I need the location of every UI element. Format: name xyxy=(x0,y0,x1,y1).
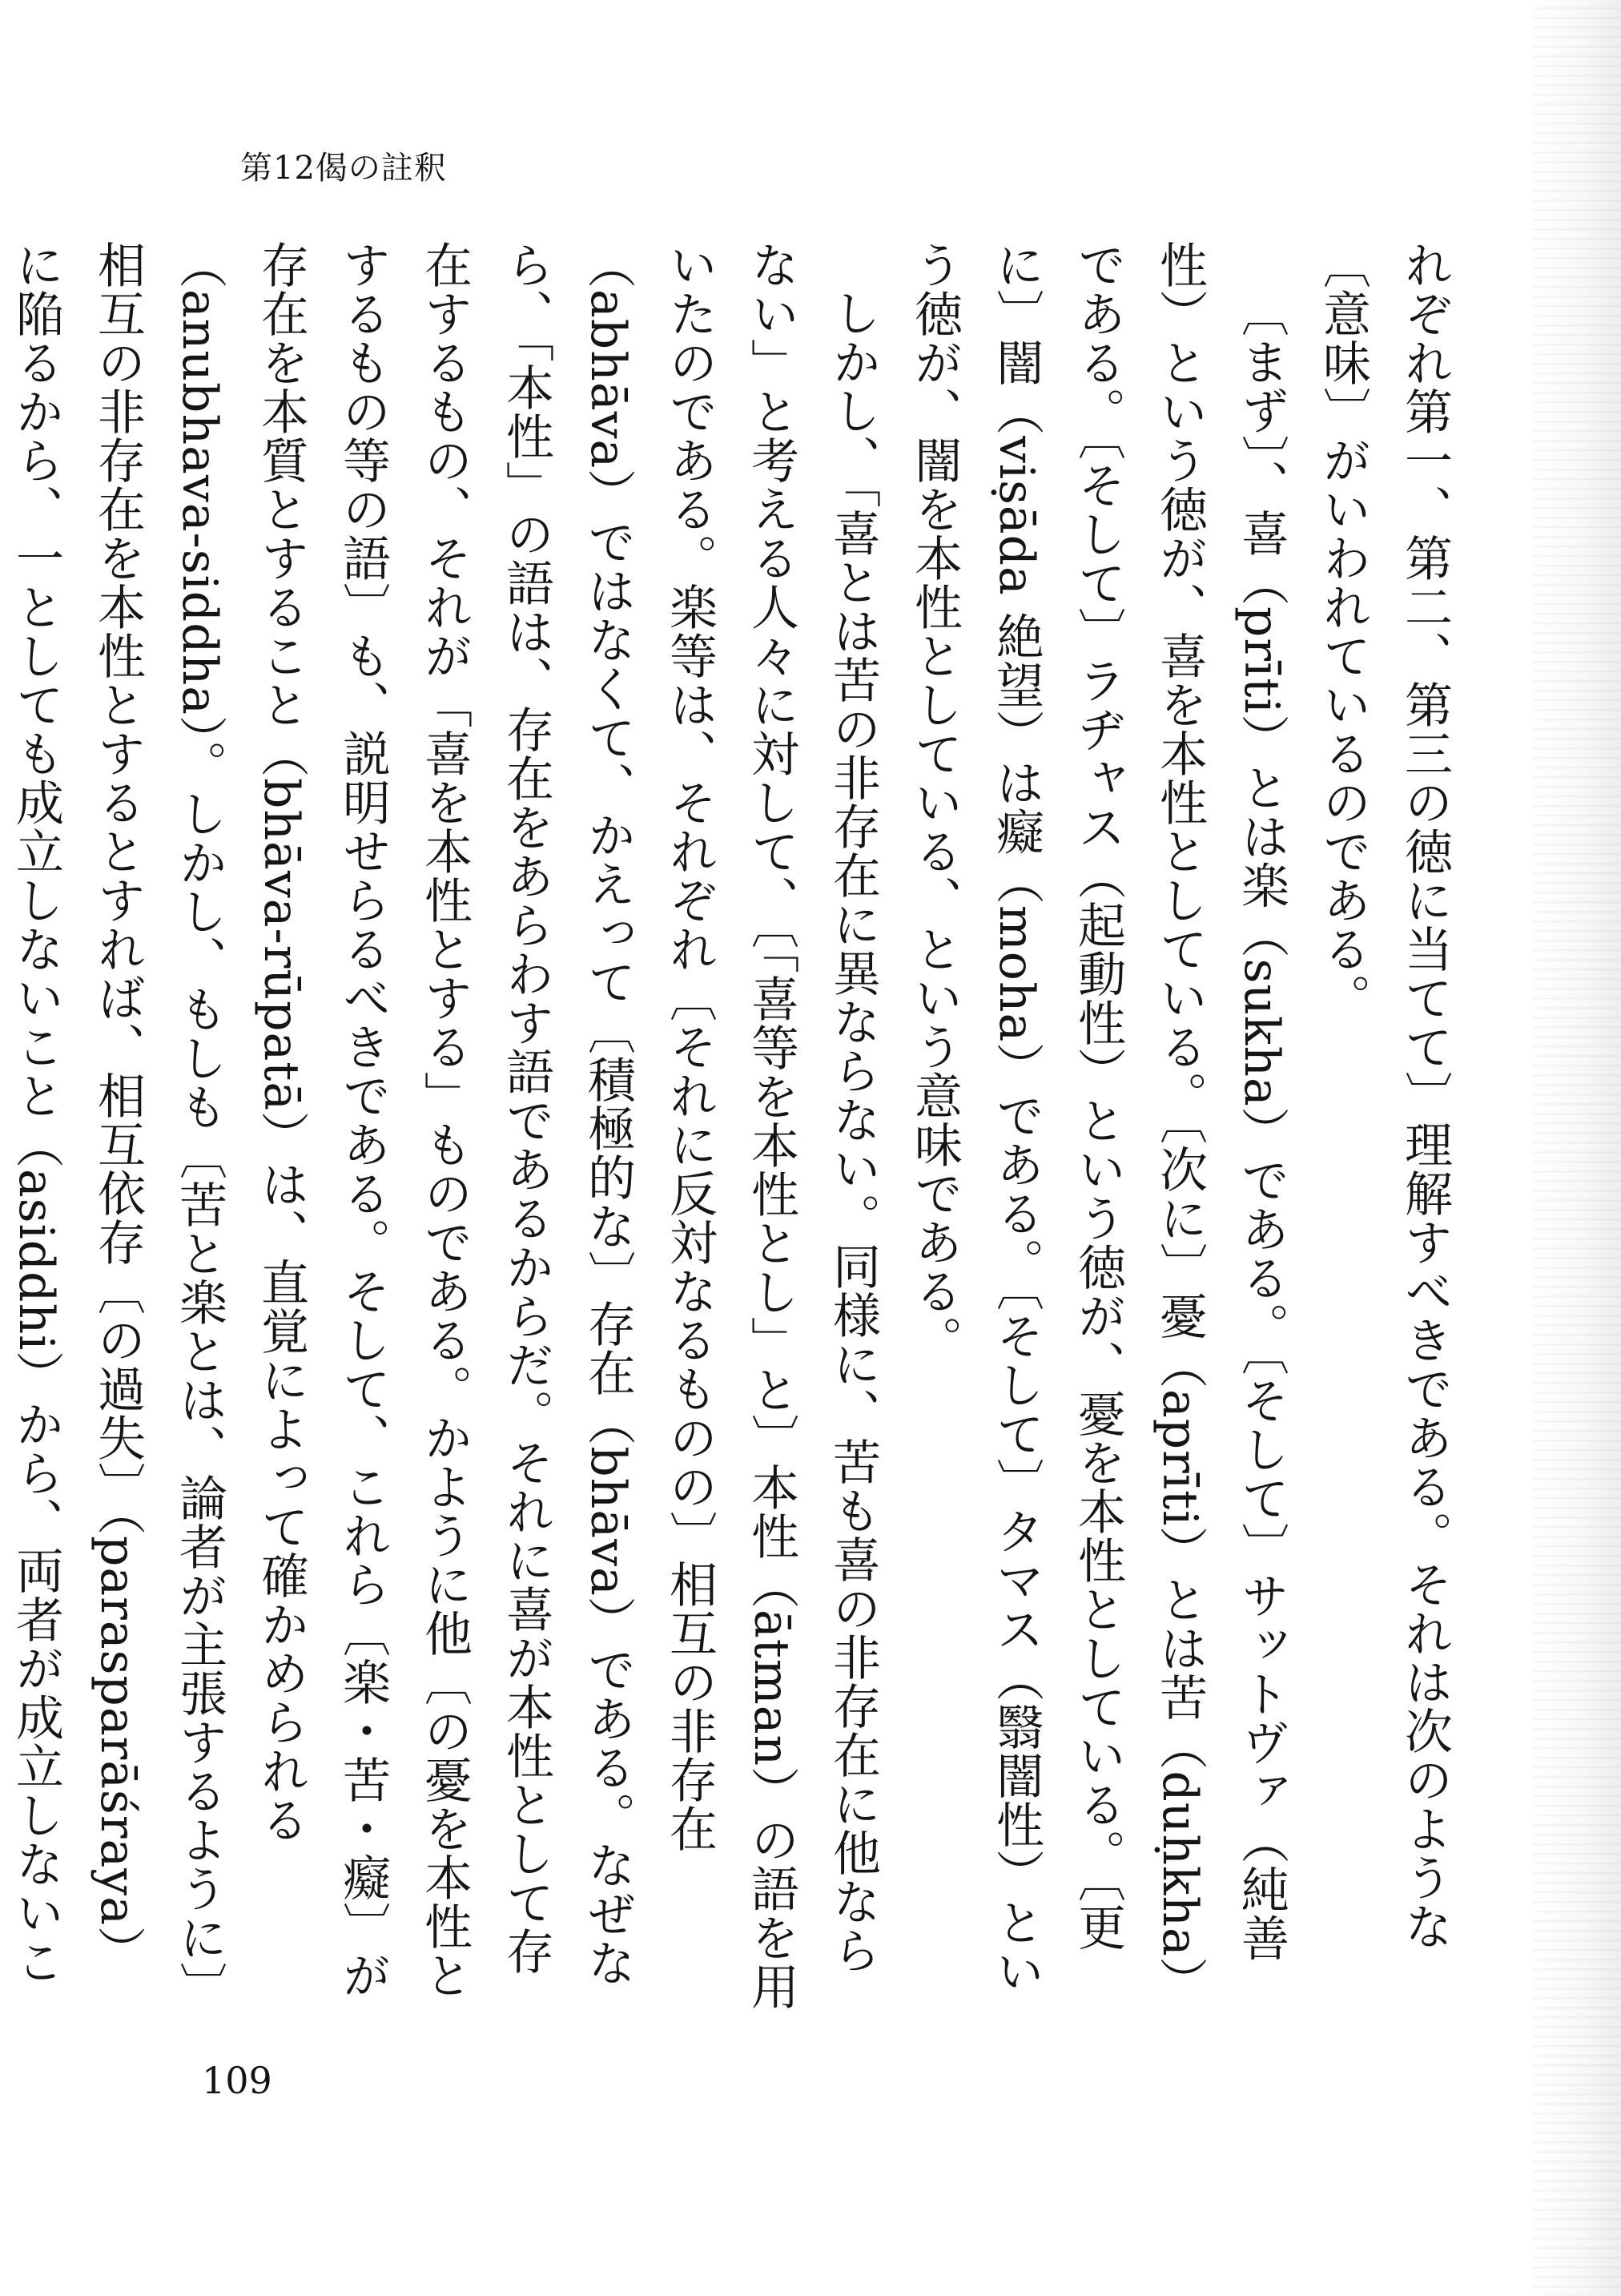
scan-edge-shadow xyxy=(1533,0,1621,2296)
page-number: 109 xyxy=(202,2059,272,2102)
running-head: 第12偈の註釈 xyxy=(240,150,447,187)
paragraph-continued: れぞれ第一、第二、第三の徳に当てて〕理解すべきである。それは次のような〔意味〕がいわれているのである。 xyxy=(1315,240,1453,1951)
vertical-text-block xyxy=(8,240,1466,2019)
paragraph-self-nature: しかし、「喜とは苦の非存在に異ならない。同様に、苦も喜の非存在に他ならない」と考える人々に対して、〔「喜等を本性とし」と〕本性（ātman）の語を用いたのである。楽等は、それぞれ〔それに反対なるものの〕相互の非存在（abhāva）ではなくて、かえって〔積極的な〕存在（bhāva）である。なぜなら、「本性」の語は、存在をあらわす語であるからだ。それに喜が本性として存在するもの、それが「喜を本性とする」ものである。かように他〔の憂を本性とするもの等の語〕も、説明せらるべきである。そして、これら〔楽・苦・癡〕が存在を本質とすること（bhāva-rūpatā）は、直覚によって確かめられる（anubhava-siddha）。しかし、もしも〔苦と楽とは、論者が主張するように〕相互の非存在を本性とするとすれば、相互依存〔の過失〕（parasparāśraya）に陥るから、一としても成立しないこと（asiddhi）から、両者が成立しないこ xyxy=(8,240,881,2012)
paragraph-three-gunas: 〔まず〕、喜（prīti）とは楽（sukha）である。〔そして〕サットヴァ（純善性）という徳が、喜を本性としている。〔次に〕憂（aprīti）とは苦（duḥkha）である。〔そして〕ラヂャス（起動性）という徳が、憂を本性としている。〔更に〕闇（viṣāda 絶望）は癡（moha）である。〔そして〕タマス（翳闇性）という徳が、闇を本性としている、という意味である。 xyxy=(907,240,1289,2006)
